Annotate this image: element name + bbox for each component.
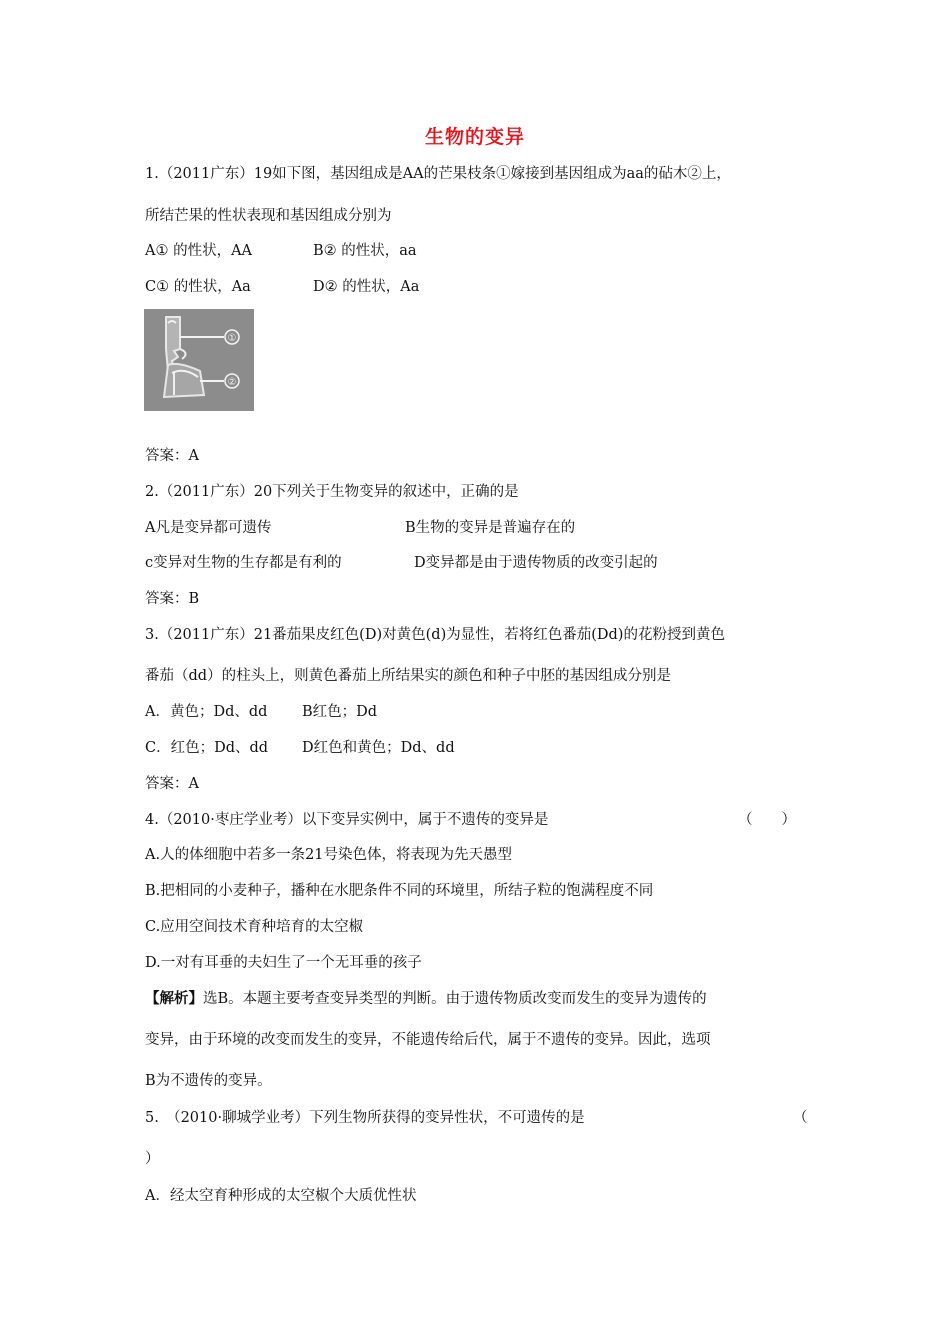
- q4-stem: 4.（2010·枣庄学业考）以下变异实例中，属于不遗传的变异是: [145, 812, 549, 828]
- q2-option-b: B生物的变异是普遍存在的: [405, 520, 576, 536]
- q1-option-c: C① 的性状，Aa: [145, 279, 251, 295]
- q3-stem-line1: 3.（2011广东）21番茄果皮红色(D)对黄色(d)为显性，若将红色番茄(Dd)的花粉授到黄色: [145, 627, 725, 643]
- q4-analysis-line1: [145, 989, 707, 1009]
- q1-option-d: D② 的性状，Aa: [313, 279, 420, 295]
- q4-analysis-line3: B为不遗传的变异。: [145, 1073, 272, 1089]
- figure-label-1: ①: [227, 333, 237, 344]
- q5-option-a: A．经太空育种形成的太空椒个大质优性状: [145, 1188, 417, 1204]
- q3-option-b: B红色；Dd: [302, 704, 378, 720]
- page-title: 生物的变异: [424, 126, 525, 148]
- grafting-figure: [144, 309, 254, 411]
- q2-stem: 2.（2011广东）20下列关于生物变异的叙述中，正确的是: [145, 484, 519, 500]
- q2-option-d: D变异都是由于遗传物质的改变引起的: [414, 555, 658, 571]
- q1-stem-line2: 所结芒果的性状表现和基因组成分别为: [145, 208, 392, 224]
- q3-stem-line2: 番茄（dd）的柱头上，则黄色番茄上所结果实的颜色和种子中胚的基因组成分别是: [145, 668, 672, 684]
- q5-stem: 5. （2010·聊城学业考）下列生物所获得的变异性状，不可遗传的是: [145, 1110, 585, 1126]
- q2-answer: 答案：B: [145, 591, 200, 607]
- q3-option-a: A．黄色；Dd、dd: [145, 704, 268, 720]
- q1-option-b: B② 的性状，aa: [313, 243, 417, 259]
- q1-answer: 答案：A: [145, 448, 199, 464]
- q4-option-a: A.人的体细胞中若多一条21号染色体，将表现为先天愚型: [145, 847, 513, 863]
- analysis-text: 选B。本题主要考查变异类型的判断。由于遗传物质改变而发生的变异为遗传的: [203, 991, 707, 1007]
- q4-answer-paren: （ ）: [738, 812, 796, 828]
- q4-option-b: B.把相同的小麦种子，播种在水肥条件不同的环境里，所结子粒的饱满程度不同: [145, 883, 654, 899]
- q4-option-c: C.应用空间技术育种培育的太空椒: [145, 919, 364, 935]
- q3-option-c: C．红色；Dd、dd: [145, 740, 269, 756]
- q1-option-a: A① 的性状，AA: [145, 243, 253, 259]
- figure-label-2: ②: [227, 377, 237, 388]
- q3-option-d: D红色和黄色；Dd、dd: [302, 740, 455, 756]
- q5-paren-open: （: [793, 1110, 808, 1126]
- q4-option-d: D.一对有耳垂的夫妇生了一个无耳垂的孩子: [145, 955, 422, 971]
- q3-answer: 答案：A: [145, 776, 199, 792]
- q5-paren-close: ）: [145, 1151, 160, 1167]
- q2-option-a: A凡是变异都可遗传: [145, 520, 272, 536]
- q4-analysis-line2: 变异，由于环境的改变而发生的变异，不能遗传给后代，属于不遗传的变异。因此，选项: [145, 1032, 711, 1048]
- q2-option-c: c变异对生物的生存都是有利的: [145, 555, 342, 571]
- q1-stem-line1: 1.（2011广东）19如下图，基因组成是AA的芒果枝条①嫁接到基因组成为aa的砧木②上，: [145, 166, 731, 182]
- analysis-label: 【解析】: [145, 990, 203, 1007]
